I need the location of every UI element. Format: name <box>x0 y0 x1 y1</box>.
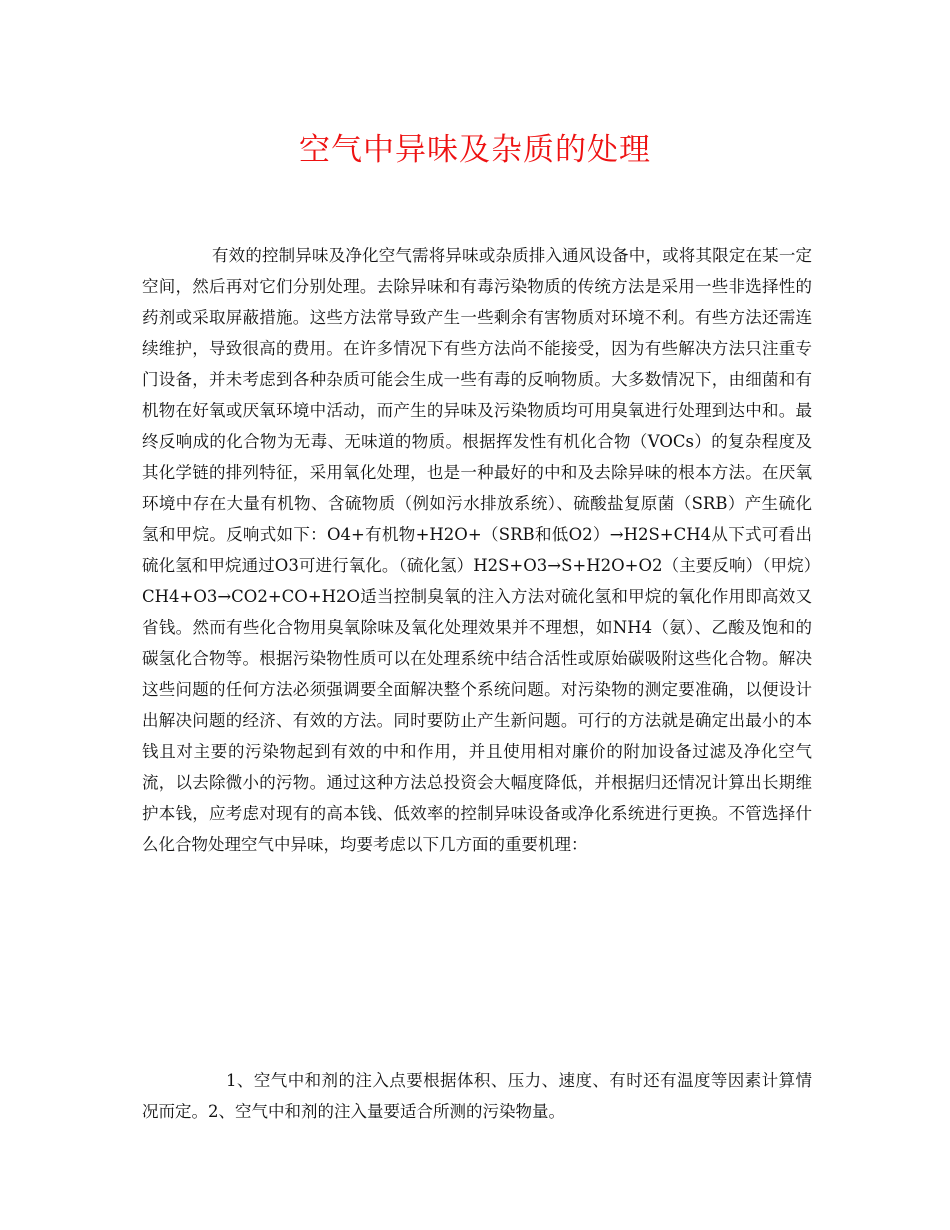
document-title: 空气中异味及杂质的处理 <box>299 132 651 168</box>
body-paragraph-2: 1、空气中和剂的注入点要根据体积、压力、速度、有时还有温度等因素计算情况而定。2、空气中和剂的注入量要适合所测的污染物量。 <box>142 1071 812 1121</box>
body-paragraph-1: 有效的控制异味及净化空气需将异味或杂质排入通风设备中，或将其限定在某一定空间，然后再对它们分别处理。去除异味和有毒污染物质的传统方法是采用一些非选择性的药剂或采取屏蔽措施。这些方法常导致产生一些剩余有害物质对环境不利。有些方法还需连续维护，导致很高的费用。在许多情况下有些方法尚不能接受，因为有些解决方法只注重专门设备，并未考虑到各种杂质可能会生成一些有毒的反响物质。大多数情况下，由细菌和有机物在好氧或厌氧环境中活动，而产生的异味及污染物质均可用臭氧进行处理到达中和。最终反响成的化合物为无毒、无味道的物质。根据挥发性有机化合物（VOCs）的复杂程度及其化学链的排列特征，采用氧化处理，也是一种最好的中和及去除异味的根本方法。在厌氧环境中存在大量有机物、含硫物质（例如污水排放系统）、硫酸盐复原菌（SRB）产生硫化氢和甲烷。反响式如下：O4+有机物+H2O+（SRB和低O2）→H2S+CH4从下式可看出硫化氢和甲烷通过O3可进行氧化。（硫化氢）H2S+O3→S+H2O+O2（主要反响）（甲烷）CH4+O3→CO2+CO+H2O适当控制臭氧的注入方法对硫化氢和甲烷的氧化作用即高效又省钱。然而有些化合物用臭氧除味及氧化处理效果并不理想，如NH4（氨）、乙酸及饱和的碳氢化合物等。根据污染物性质可以在处理系统中结合活性或原始碳吸附这些化合物。解决这些问题的任何方法必须强调要全面解决整个系统问题。对污染物的测定要准确，以便设计出解决问题的经济、有效的方法。同时要防止产生新问题。可行的方法就是确定出最小的本钱且对主要的污染物起到有效的中和作用，并且使用相对廉价的附加设备过滤及净化空气流，以去除微小的污物。通过这种方法总投资会大幅度降低，并根据归还情况计算出长期维护本钱，应考虑对现有的高本钱、低效率的控制异味设备或净化系统进行更换。不管选择什么化合物处理空气中异味，均要考虑以下几方面的重要机理： <box>142 246 812 854</box>
